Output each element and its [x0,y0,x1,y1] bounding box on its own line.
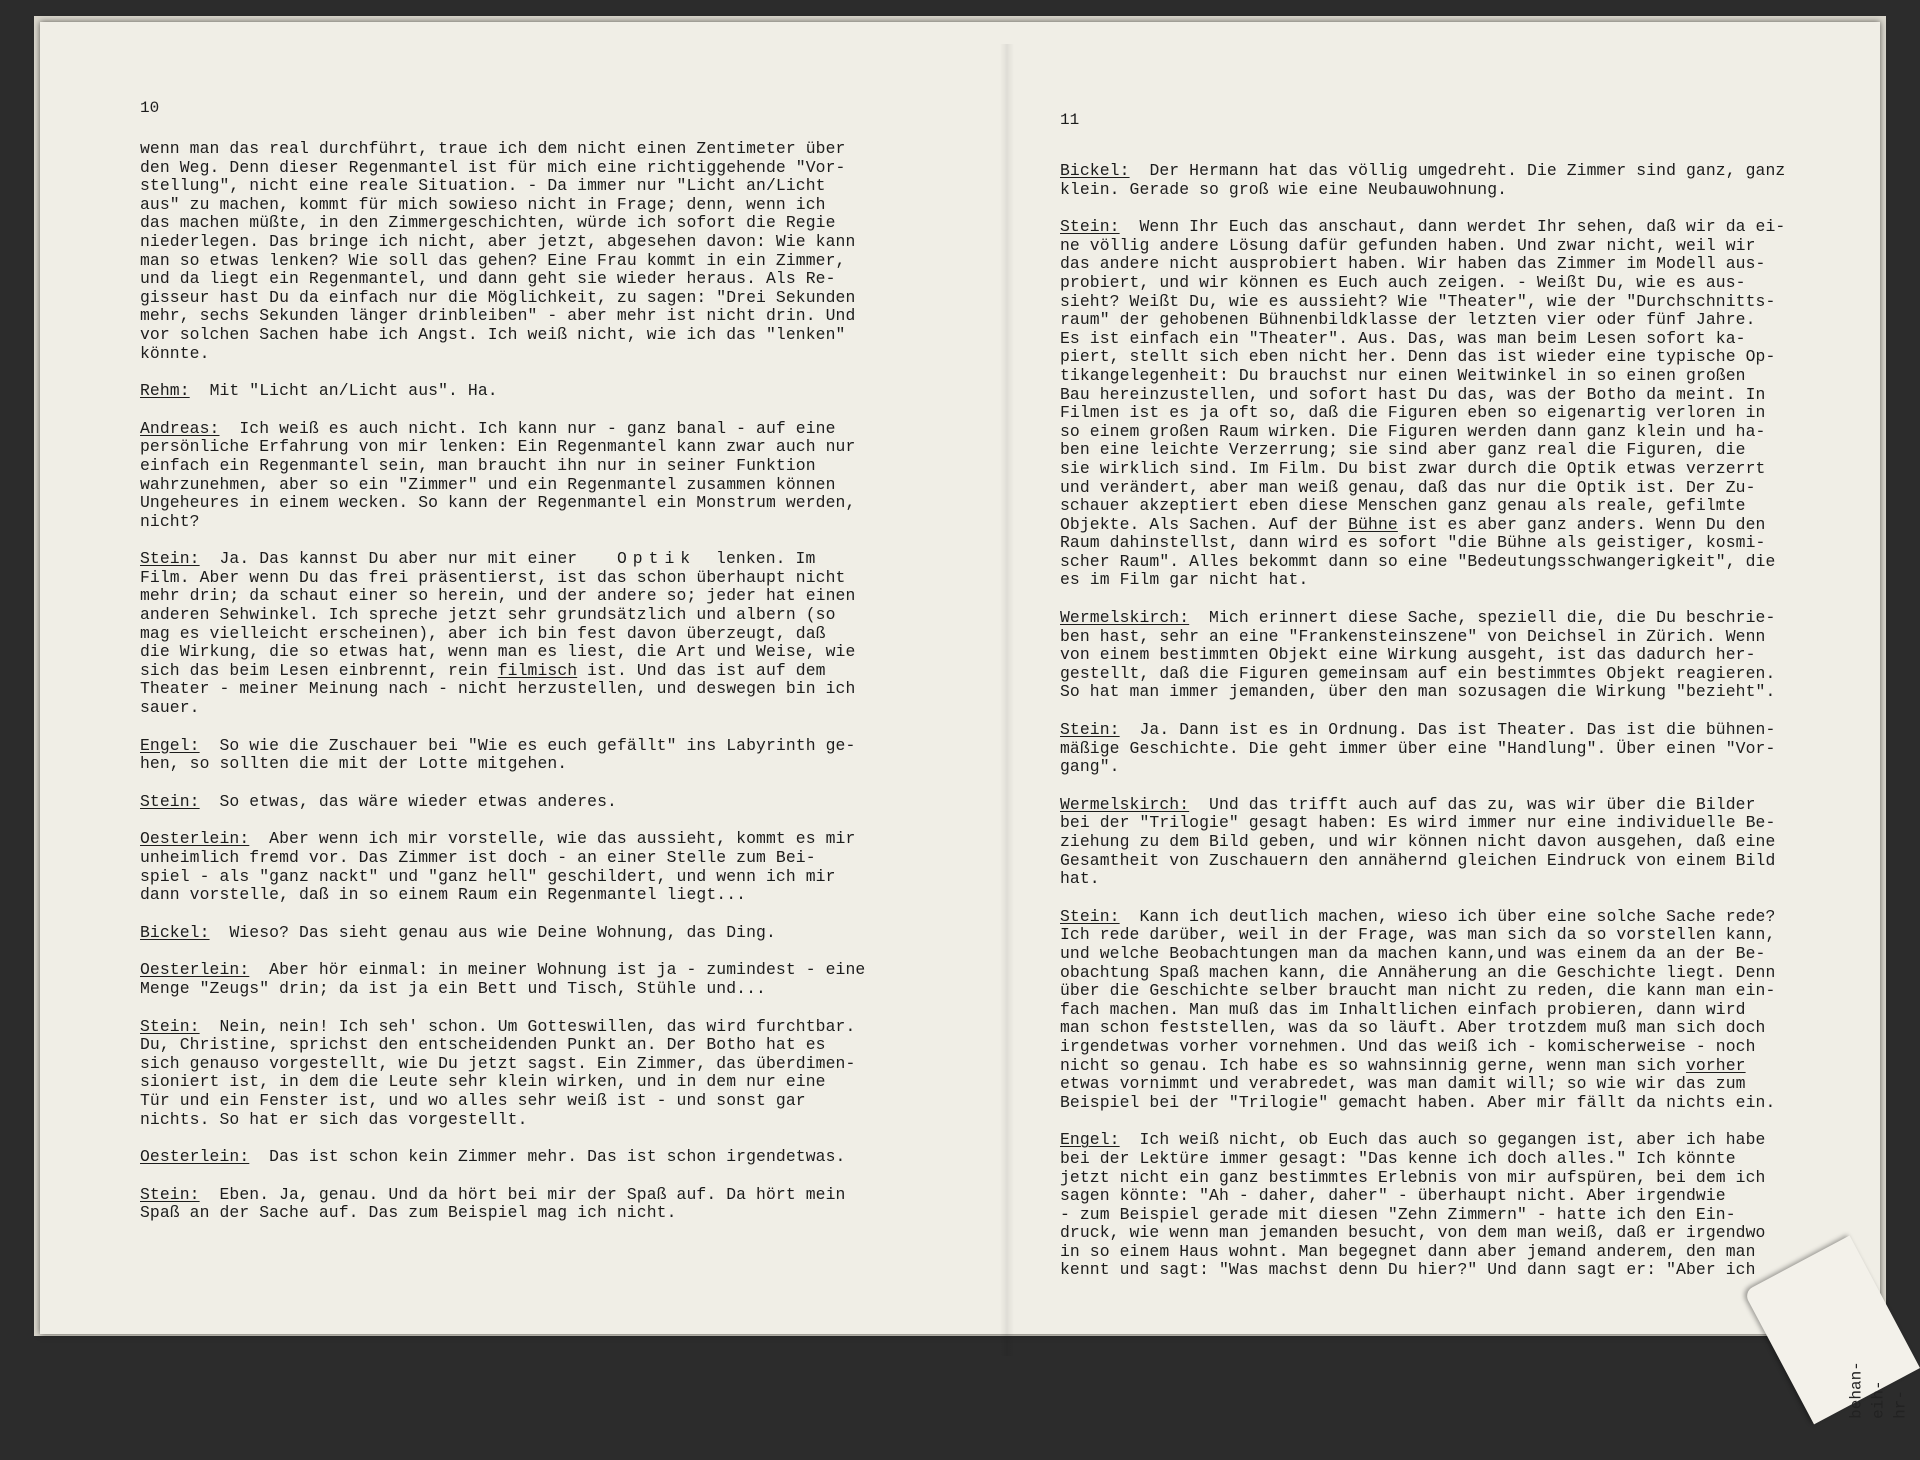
entry-wermelskirch-1 [1060,609,1880,702]
center-fold [1000,44,1014,1356]
speech-text: etwas vornimmt und verabredet, was man damit will; so wie wir das zum Beispiel bei der "Trilogie" gemacht haben. Aber mir fällt da nichts ein. [1060,1074,1776,1112]
emphasis-buehne: Bühne [1348,514,1398,534]
speaker-name: Andreas: [140,418,220,438]
speech-text: Ich weiß nicht, ob Euch das auch so gegangen ist, aber ich habe bei der Lektüre immer gesagt: "Das kenne ich doch alles." Ich könnte jetzt nicht ein ganz bestimmtes Erlebnis von mir aufspüren, bei dem ich sagen könnte: "Ah - daher, daher" - überhaupt nicht. Aber irgendwie - zum Beispiel gerade mit diesen "Zehn Zimmern" - hatte ich den Ein- druck, wie wenn man jemanden besucht, von dem man weiß, daß er irgendwo in so einem Haus wohnt. Man begegnet dann aber jemand anderem, den man kennt und sagt: "Was machst denn Du hier?" Und dann sagt er: "Aber ich [1060,1130,1766,1280]
speech-text: Aber hör einmal: in meiner Wohnung ist ja - zumindest - eine Menge "Zeugs" drin; da ist ja ein Bett und Tisch, Stühle und... [140,960,866,998]
speaker-name: Engel: [140,735,200,755]
speech-text: So wie die Zuschauer bei "Wie es euch gefällt" ins Labyrinth ge- hen, so sollten die mit der Lotte mitgehen. [140,735,856,774]
booklet-spread [40,22,1880,1334]
speaker-name: Oesterlein: [140,829,250,849]
speaker-name: Rehm: [140,381,190,401]
speech-text: So etwas, das wäre wieder etwas anderes. [219,791,617,811]
note-fragment-text: behan- eih- hr- [1847,1361,1910,1419]
entry-bickel-1 [140,924,960,943]
speech-text: Der Hermann hat das völlig umgedreht. Die Zimmer sind ganz, ganz klein. Gerade so groß wie eine Neubauwohnung. [1060,161,1786,199]
entry-stein-r1 [1060,218,1880,590]
entry-engel-1 [140,737,960,774]
page-number-right: 11 [1060,111,1080,129]
speaker-name: Oesterlein: [140,960,250,980]
entry-wermelskirch-2 [1060,796,1880,889]
page-number-left: 10 [140,99,160,117]
speaker-name: Stein: [140,1184,200,1204]
speech-text: Aber wenn ich mir vorstelle, wie das aussieht, kommt es mir unheimlich fremd vor. Das Zimmer ist doch - an einer Stelle zum Bei- spiel - als "ganz nackt" und "ganz hell" geschildert, und wenn ich mir dann vorstelle, daß in so einem Raum ein Regenmantel liegt... [140,829,856,905]
emphasis-filmisch: filmisch [497,660,578,680]
speech-text: ist. Und das ist auf dem Theater - meiner Meinung nach - nicht herzustellen, und deswegen bin ich sauer. [140,660,856,718]
entry-oesterlein-2 [140,961,960,998]
speaker-name: Stein: [1060,906,1120,926]
opening-text: wenn man das real durchführt, traue ich dem nicht einen Zentimeter über den Weg. Denn dieser Regenmantel ist für mich eine richtiggehende "Vor- stellung", nicht eine reale Situation. - Da immer nur "Licht an/Licht aus" zu machen, kommt für mich sowieso nicht in Frage; denn, wenn ich das machen müßte, in den Zimmergeschichten, würde ich sofort die Regie niederlegen. Das bringe ich nicht, aber jetzt, abgesehen davon: Wie kann man so etwas lenken? Wie soll das gehen? Eine Frau kommt in ein Zimmer, und da liegt ein Regenmantel, und dann geht sie wieder heraus. Als Re- gisseur hast Du da einfach nur die Möglichkeit, zu sagen: "Drei Sekunden mehr, sechs Sekunden länger drinbleiben" - aber mehr ist nicht drin. Und vor solchen Sachen habe ich Angst. Ich weiß nicht, wie ich das "lenken" könnte. [140,139,856,363]
speech-text: Und das trifft auch auf das zu, was wir über die Bilder bei der "Trilogie" gesagt haben: Es wird immer nur eine individuelle Be- ziehung zu dem Bild geben, und wir können nicht davon ausgehen, daß eine Gesamtheit von Zuschauern den annähernd gleichen Eindruck von einem Bild hat. [1060,794,1776,889]
speaker-name: Bickel: [140,922,210,942]
speaker-name: Stein: [1060,720,1120,740]
speech-text: lenken. Im Film. Aber wenn Du das frei präsentierst, ist das schon überhaupt nicht mehr drin; da schaut einer so herein, und der andere so; jeder hat einen anderen Sehwinkel. Ich spreche jetzt sehr grundsätzlich und albern (so mag es vielleicht erscheinen), aber ich bin fest davon überzeugt, daß die Wirkung, die so etwas hat, wenn man es liest, die Art und Weise, wie sich das beim Lesen einbrennt, rein [140,549,856,680]
right-page [1060,110,1880,1299]
entry-andreas [140,420,960,532]
speaker-name: Stein: [1060,217,1120,237]
left-page [140,98,960,1242]
emphasis-optik: Optik [616,549,697,569]
speech-text: Kann ich deutlich machen, wieso ich über eine solche Sache rede? Ich rede darüber, weil in der Frage, was man sich da so vorstellen kann, und welche Beobachtungen man da machen kann,und was einem da an der Be- obachtung Spaß machen kann, die Annäherung an die Geschichte liegt. Denn über die Geschichte selber braucht man nicht zu reden, die kann man ein- fach machen. Man muß das im Inhaltlichen einfach probieren, dann wird man schon feststellen, was da so läuft. Aber trotzdem muß man sich doch irgendetwas vorher vornehmen. Und das weiß ich - komischerweise - noch nicht so genau. Ich habe es so wahnsinnig gerne, wenn man sich [1060,906,1776,1075]
speech-text: Eben. Ja, genau. Und da hört bei mir der Spaß auf. Da hört mein Spaß an der Sache auf. Das zum Beispiel mag ich nicht. [140,1184,846,1223]
entry-rehm [140,382,960,401]
entry-stein-r2 [1060,721,1880,777]
speech-text: Ja. Dann ist es in Ordnung. Das ist Theater. Das ist die bühnen- mäßige Geschichte. Die geht immer über eine "Handlung". Über einen "Vor- gang". [1060,720,1776,777]
speaker-name: Engel: [1060,1130,1120,1150]
speech-text: Wenn Ihr Euch das anschaut, dann werdet Ihr sehen, daß wir da ei- ne völlig andere Lösung dafür gefunden haben. Und zwar nicht, weil wir das andere nicht ausprobiert haben. Wir haben das Zimmer im Modell aus- probiert, und wir können es Euch auch zeigen. - Weißt Du, wie es aus- sieht? Weißt Du, wie es aussieht? Wie "Theater", wie der "Durchschnitts- raum" der gehobenen Bühnenbildklasse der letzten vier oder fünf Jahre. Es ist einfach ein "Theater". Aus. Das, was man beim Lesen sofort ka- piert, stellt sich eben nicht her. Denn das ist wieder eine typische Op- tikangelegenheit: Du brauchst nur einen Weitwinkel in so einen großen Bau hereinzustellen, und sofort hast Du das, was der Botho da meint. In Filmen ist es ja oft so, daß die Figuren eben so eigenartig verloren in so einem großen Raum wirken. Die Figuren werden dann ganz klein und ha- ben eine leichte Verzerrung; sie sind aber ganz real die Figuren, die sie wirklich sind. Im Film. Du bist zwar durch die Optik etwas verzerrt und verändert, aber man weiß genau, daß das nur die Optik ist. Der Zu- schauer akzeptiert eben diese Menschen ganz genau als reale, gefilmte Objekte. Als Sachen. Auf der [1060,217,1786,534]
entry-stein-3 [140,1018,960,1130]
entry-stein-r3 [1060,908,1880,1113]
entry-stein-1 [140,550,960,717]
emphasis-vorher: vorher [1685,1055,1746,1075]
speaker-name: Bickel: [1060,161,1130,180]
speaker-name: Wermelskirch: [1060,608,1190,628]
speaker-name: Stein: [140,549,200,569]
entry-stein-2 [140,793,960,812]
speaker-name: Oesterlein: [140,1147,250,1167]
entry-engel [1060,1131,1880,1280]
speech-text: Nein, nein! Ich seh' schon. Um Gotteswillen, das wird furchtbar. Du, Christine, sprichst den entscheidenden Punkt an. Der Botho hat es sich genauso vorgestellt, wie Du jetzt sagst. Ein Zimmer, das überdimen- sioniert ist, in dem die Leute sehr klein wirken, und in dem nur eine Tür und ein Fenster ist, und wo alles sehr weiß ist - und sonst gar nichts. So hat er sich das vorgestellt. [140,1016,856,1129]
entry-oesterlein-1 [140,830,960,904]
opening-paragraph [140,140,960,363]
speech-text: Wieso? Das sieht genau aus wie Deine Wohnung, das Ding. [229,922,776,942]
entry-bickel [1060,162,1880,199]
speech-text: ist es aber ganz anders. Wenn Du den Raum dahinstellst, dann wird es sofort "die Bühne als geistiger, kosmi- scher Raum". Alles bekommt dann so eine "Bedeutungsschwangerigkeit", die es im Film gar nicht hat. [1060,514,1776,590]
entry-stein-4 [140,1186,960,1223]
entry-oesterlein-3 [140,1148,960,1167]
speaker-name: Wermelskirch: [1060,794,1190,814]
speech-text: Mich erinnert diese Sache, speziell die, die Du beschrie- ben hast, sehr an eine "Frankensteinszene" von Deichsel in Zürich. Wenn von einem bestimmten Objekt eine Wirkung ausgeht, ist das dadurch her- gestellt, daß die Figuren gemeinsam auf ein bestimmtes Objekt reagieren. So hat man immer jemanden, über den man sozusagen die Wirkung "bezieht". [1060,608,1776,702]
speaker-name: Stein: [140,1016,200,1036]
speaker-name: Stein: [140,791,200,811]
speech-text: Das ist schon kein Zimmer mehr. Das ist schon irgendetwas. [269,1147,846,1167]
speech-text: Ich weiß es auch nicht. Ich kann nur - ganz banal - auf eine persönliche Erfahrung von mir lenken: Ein Regenmantel kann zwar auch nur einfach ein Regenmantel sein, man braucht ihn nur in seiner Funktion wahrzunehmen, aber so ein "Zimmer" und ein Regenmantel zusammen können Ungeheures in einem wecken. So kann der Regenmantel ein Monstrum werden, nicht? [140,418,856,531]
speech-text: Ja. Das kannst Du aber nur mit einer [219,549,578,569]
speech-text: Mit "Licht an/Licht aus". Ha. [209,381,498,401]
